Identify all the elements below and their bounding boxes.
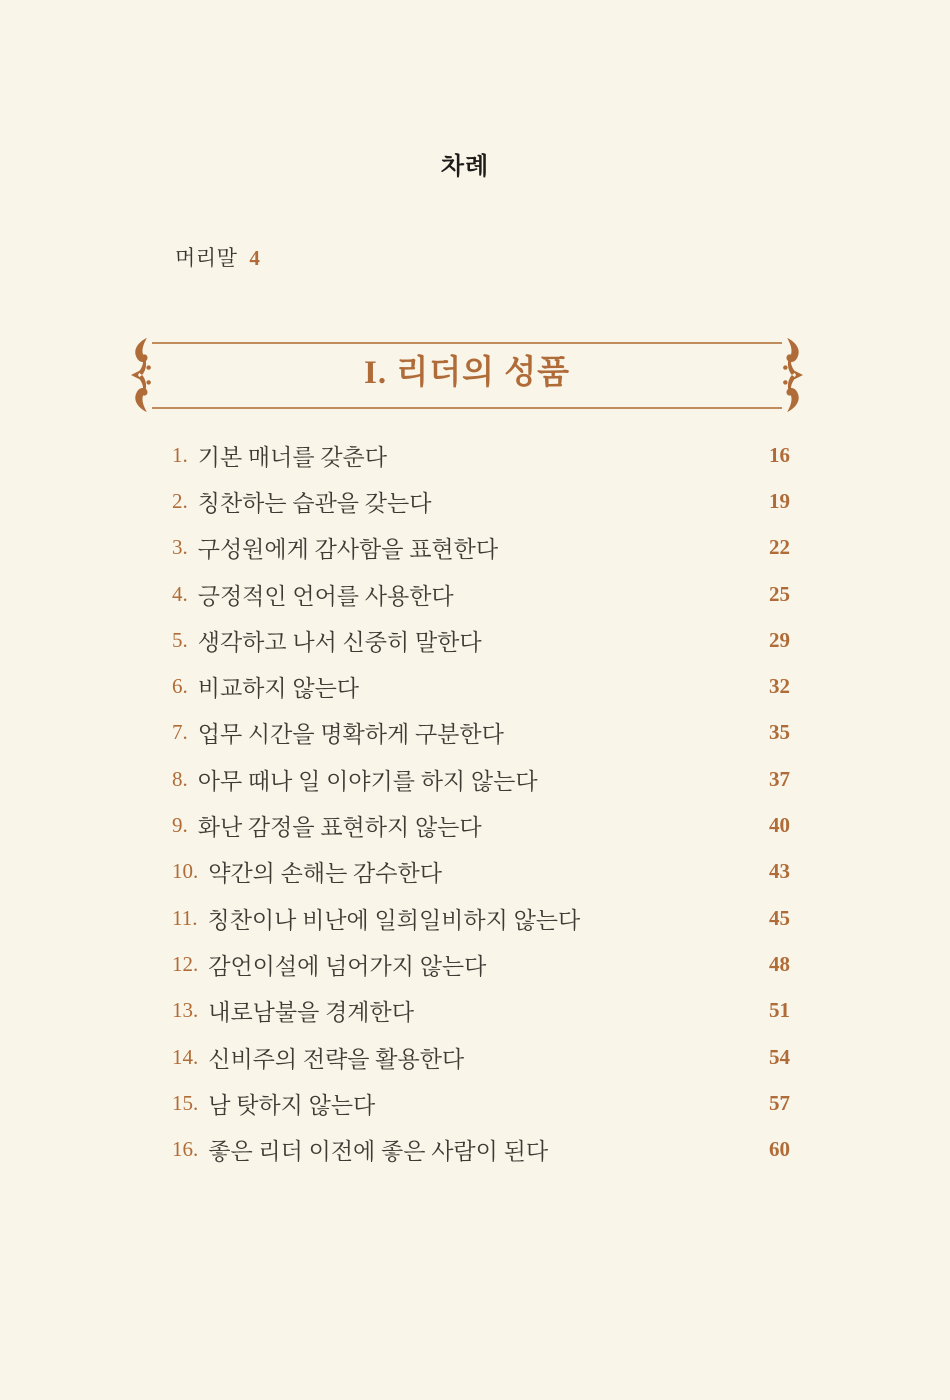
toc-item-title: 내로남불을 경계한다 [208,1000,414,1026]
toc-item [172,756,790,802]
toc-item [172,895,790,941]
toc-item-page: 57 [769,1090,790,1115]
page-title: 차례 [440,153,490,180]
toc-item-title: 생각하고 나서 신중히 말한다 [197,629,482,655]
toc-item [172,432,790,478]
toc-item [172,849,790,895]
toc-item-title: 기본 매너를 갖춘다 [197,444,387,470]
toc-item-number: 15. [172,1090,199,1115]
toc-item-title: 긍정적인 언어를 사용한다 [197,583,454,609]
toc-list [172,432,790,1173]
toc-item [172,617,790,663]
toc-item-page: 45 [769,905,790,930]
preface-label: 머리말 [175,247,238,270]
toc-item-page: 37 [769,766,790,791]
toc-item-number: 4. [172,581,188,606]
toc-item-number: 9. [172,813,188,838]
toc-item-number: 14. [172,1044,199,1069]
toc-item [172,478,790,524]
toc-item-number: 5. [172,627,188,652]
toc-item-number: 11. [172,905,198,930]
toc-item [172,663,790,709]
flourish-ornament-right-icon [774,336,806,414]
toc-item-page: 35 [769,720,790,745]
toc-item-title: 화난 감정을 표현하지 않는다 [197,815,482,841]
toc-item-title: 감언이설에 넘어가지 않는다 [208,953,487,979]
toc-item-number: 16. [172,1137,199,1162]
section-header [128,336,806,414]
toc-item-number: 13. [172,998,199,1023]
toc-item-page: 25 [769,581,790,606]
toc-item-title: 비교하지 않는다 [197,676,360,702]
toc-item-title: 구성원에게 감사함을 표현한다 [197,537,499,563]
toc-item-page: 51 [769,998,790,1023]
toc-item [172,802,790,848]
toc-item [172,525,790,571]
toc-item-page: 48 [769,951,790,976]
toc-item-page: 54 [769,1044,790,1069]
toc-item-title: 업무 시간을 명확하게 구분한다 [197,722,504,748]
toc-item-page: 43 [769,859,790,884]
toc-item-title: 칭찬하는 습관을 갖는다 [197,490,432,516]
toc-item-number: 8. [172,766,188,791]
toc-item-number: 10. [172,859,199,884]
toc-item [172,571,790,617]
toc-item-page: 60 [769,1137,790,1162]
section-title: I. 리더의 성품 [364,354,570,391]
preface-entry [175,242,260,272]
toc-item-number: 12. [172,951,199,976]
toc-item [172,710,790,756]
toc-item-number: 2. [172,488,188,513]
toc-item-title: 남 탓하지 않는다 [208,1092,376,1118]
toc-item-page: 32 [769,674,790,699]
toc-item-title: 약간의 손해는 감수한다 [208,861,442,887]
preface-page-number: 4 [249,246,260,270]
section-divider-band [152,342,782,409]
toc-item-title: 아무 때나 일 이야기를 하지 않는다 [197,768,538,794]
toc-item [172,1126,790,1172]
toc-item-page: 29 [769,627,790,652]
toc-item-title: 신비주의 전략을 활용한다 [208,1046,465,1072]
toc-item [172,941,790,987]
toc-item-number: 7. [172,720,188,745]
toc-item-number: 1. [172,442,188,467]
toc-item [172,1080,790,1126]
toc-item-page: 16 [769,442,790,467]
toc-item-title: 칭찬이나 비난에 일희일비하지 않는다 [207,907,581,933]
toc-item-number: 6. [172,674,188,699]
toc-item [172,1034,790,1080]
toc-item-page: 22 [769,535,790,560]
toc-item-title: 좋은 리더 이전에 좋은 사람이 된다 [208,1139,549,1165]
toc-item-number: 3. [172,535,188,560]
toc-item [172,988,790,1034]
toc-item-page: 19 [769,488,790,513]
toc-item-page: 40 [769,813,790,838]
